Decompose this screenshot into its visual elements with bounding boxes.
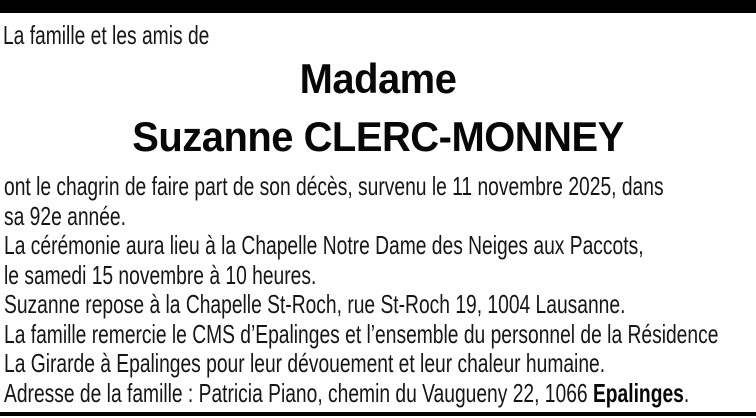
announcement-line: sa 92e année. [4, 200, 126, 231]
announcement-line: La Girarde à Epalinges pour leur dévouement et leur chaleur humaine. [4, 348, 606, 378]
family-address-text: Adresse de la famille : Patricia Piano, chemin du Vaugueny 22, 1066 [4, 377, 593, 408]
announcement-line: La famille remercie le CMS d’Epalinges et l’ensemble du personnel de la Résidence [4, 318, 719, 349]
announcement-line: ont le chagrin de faire part de son décès, survenu le 11 novembre 2025, dans [4, 171, 664, 201]
announcement-line: La cérémonie aura lieu à la Chapelle Notre Dame des Neiges aux Paccots, [4, 230, 644, 260]
top-border [0, 0, 756, 13]
family-address-period: . [683, 377, 690, 408]
deceased-name: Suzanne CLERC-MONNEY [132, 113, 624, 160]
family-address-locality: Epalinges [592, 377, 684, 408]
announcement-line: Suzanne repose à la Chapelle St-Roch, rue St-Roch 19, 1004 Lausanne. [4, 289, 626, 319]
announcement-body [0, 172, 756, 408]
intro-text: La famille et les amis de [2, 20, 210, 50]
family-address-line [4, 377, 690, 409]
announcement-line: le samedi 15 novembre à 10 heures. [4, 259, 317, 290]
deceased-title: Madame [299, 55, 457, 102]
bottom-border [0, 412, 756, 416]
